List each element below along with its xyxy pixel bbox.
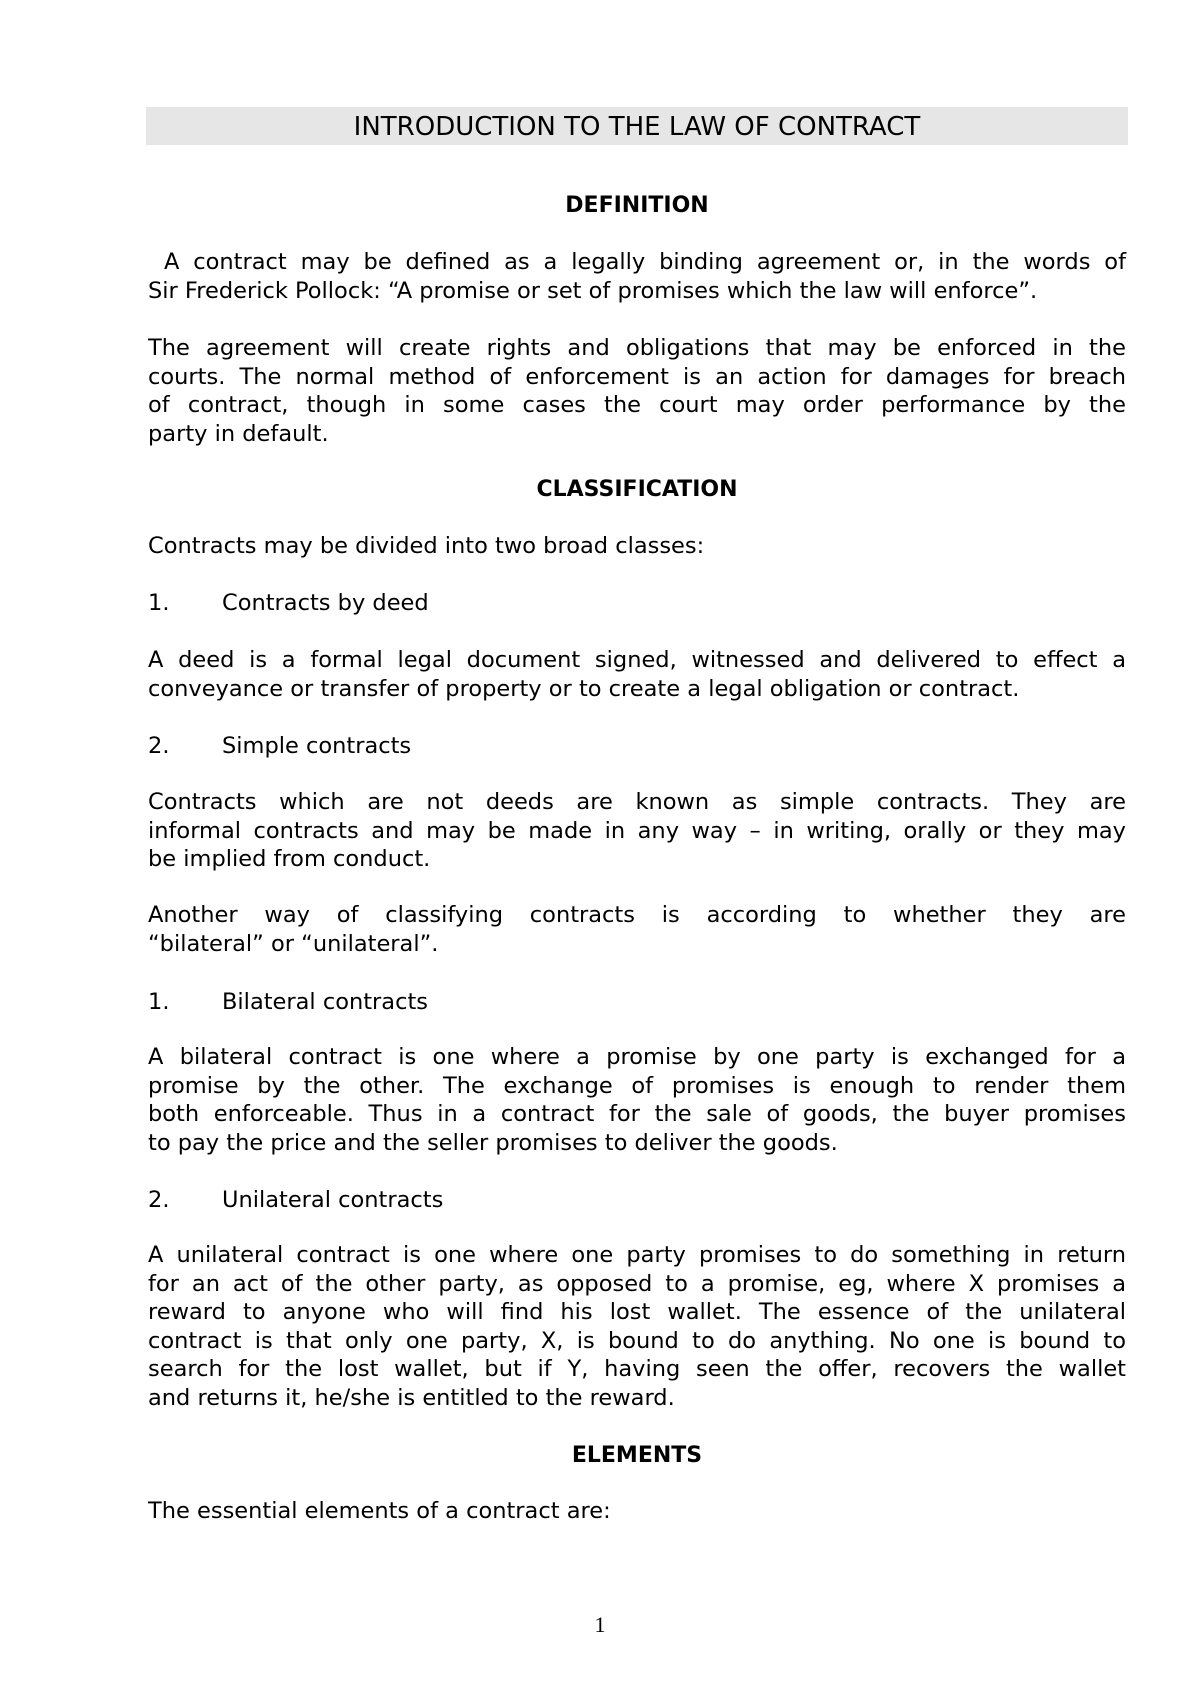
classification-intro: Contracts may be divided into two broad classes: [148, 533, 705, 559]
definition-paragraph-1 [148, 248, 1126, 305]
another-way-paragraph [148, 901, 1126, 958]
text-line: both enforceable. Thus in a contract for the sale of goods, the buyer promises [148, 1101, 1126, 1127]
unilateral-paragraph [148, 1241, 1126, 1412]
item-label: Unilateral contracts [222, 1187, 444, 1213]
text-line: Contracts which are not deeds are known as simple contracts. They are [148, 789, 1126, 815]
item-number: 1. [148, 590, 170, 616]
text-line: reward to anyone who will find his lost wallet. The essence of the unilateral [148, 1299, 1126, 1325]
text-line: to pay the price and the seller promises to deliver the goods. [148, 1129, 838, 1156]
page-title: INTRODUCTION TO THE LAW OF CONTRACT [353, 112, 921, 142]
text-line: promise by the other. The exchange of promises is enough to render them [148, 1072, 1126, 1099]
elements-intro: The essential elements of a contract are: [148, 1498, 611, 1524]
text-line: A deed is a formal legal document signed, witnessed and delivered to effect a [148, 647, 1126, 673]
bilateral-paragraph [148, 1043, 1126, 1157]
numbered-item-bilateral-contracts [148, 988, 428, 1016]
text-line: “bilateral” or “unilateral”. [148, 930, 439, 957]
text-line: and returns it, he/she is entitled to the reward. [148, 1384, 675, 1411]
title-banner [146, 107, 1128, 145]
text-line: search for the lost wallet, but if Y, having seen the offer, recovers the wallet [148, 1356, 1126, 1382]
numbered-item-simple-contracts [148, 732, 411, 760]
deed-paragraph [148, 646, 1126, 703]
text-line: A unilateral contract is one where one party promises to do something in return [148, 1242, 1126, 1268]
text-line: party in default. [148, 420, 329, 447]
item-number: 2. [148, 733, 170, 759]
item-label: Bilateral contracts [222, 989, 429, 1015]
elements-heading: ELEMENTS [571, 1443, 703, 1468]
classification-heading: CLASSIFICATION [536, 477, 738, 502]
text-line: contract is that only one party, X, is bound to do anything. No one is bound to [148, 1327, 1126, 1354]
item-label: Contracts by deed [222, 590, 429, 616]
text-line: Another way of classifying contracts is according to whether they are [148, 902, 1126, 928]
text-line: be implied from conduct. [148, 846, 431, 872]
numbered-item-unilateral-contracts [148, 1186, 443, 1214]
item-number: 1. [148, 989, 170, 1015]
text-line: Sir Frederick Pollock: “A promise or set of promises which the law will enforce”. [148, 277, 1038, 304]
text-line: A bilateral contract is one where a promise by one party is exchanged for a [148, 1044, 1126, 1070]
item-label: Simple contracts [222, 733, 412, 759]
page-number: 1 [594, 1612, 606, 1637]
text-line: courts. The normal method of enforcement is an action for damages for breach [148, 363, 1126, 390]
text-line: conveyance or transfer of property or to create a legal obligation or contract. [148, 675, 1020, 702]
text-line: of contract, though in some cases the court may order performance by the [148, 392, 1126, 418]
definition-paragraph-2 [148, 334, 1126, 448]
text-line: informal contracts and may be made in any way – in writing, orally or they may [148, 817, 1126, 844]
text-line: A contract may be defined as a legally binding agreement or, in the words of [164, 249, 1126, 275]
numbered-item-contracts-by-deed [148, 589, 429, 617]
item-number: 2. [148, 1187, 170, 1213]
text-line: The agreement will create rights and obligations that may be enforced in the [148, 335, 1126, 361]
definition-heading: DEFINITION [565, 193, 709, 218]
simple-contracts-paragraph [148, 788, 1126, 874]
text-line: for an act of the other party, as opposed to a promise, eg, where X promises a [148, 1270, 1126, 1297]
